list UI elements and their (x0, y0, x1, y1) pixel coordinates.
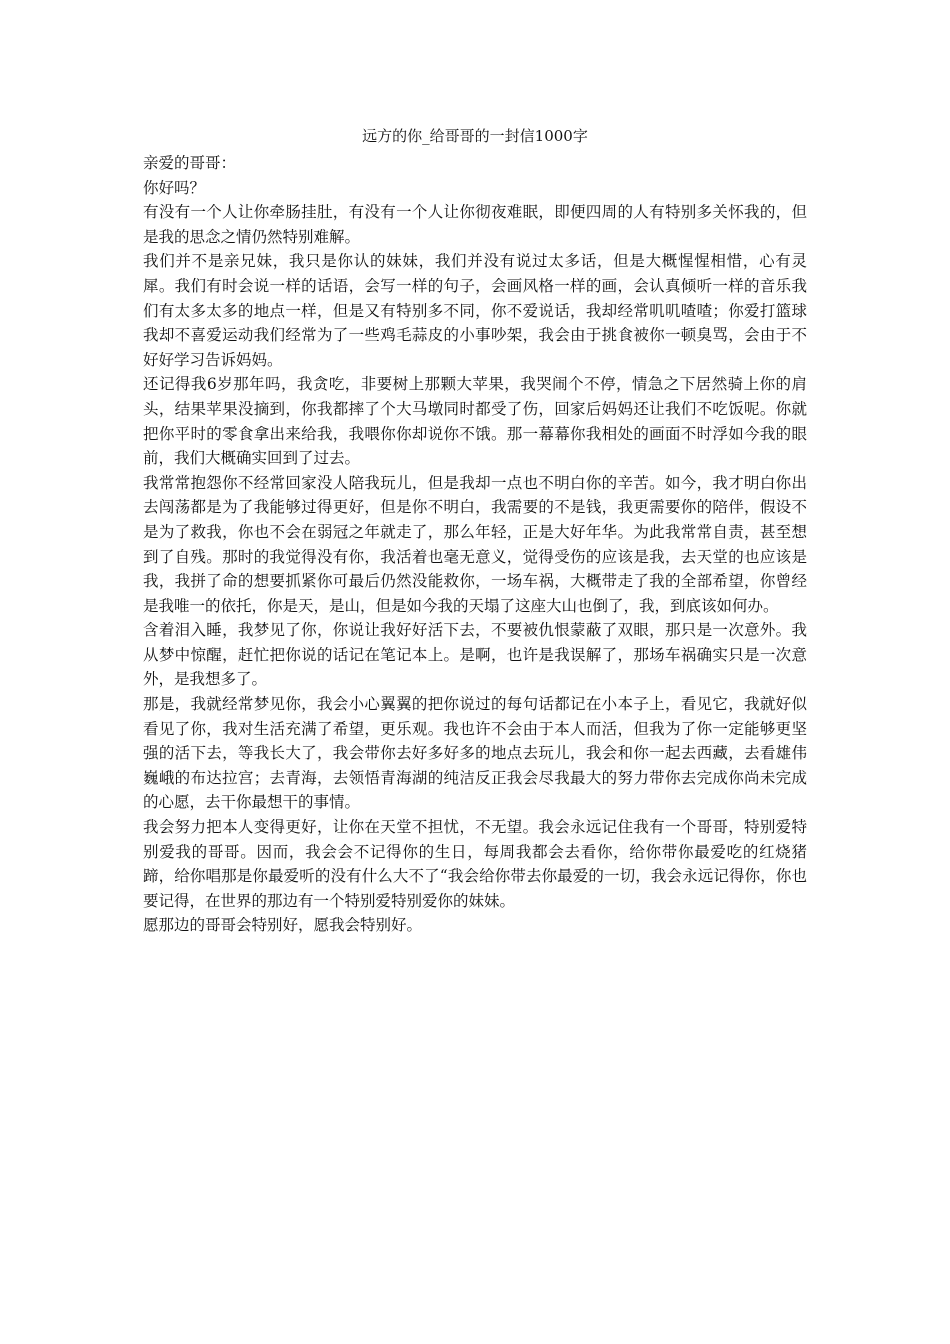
body-paragraph: 我会努力把本人变得更好，让你在天堂不担忧，不无望。我会永远记住我有一个哥哥，特别爱特别爱我的哥哥。因而，我会会不记得你的生日，每周我都会去看你，给你带你最爱吃的红烧猪蹄，给你唱那是你最爱听的没有什么大不了“我会给你带去你最爱的一切，我会永远记得你，你也要记得，在世界的那边有一个特别爱特别爱你的妹妹。 (143, 818, 807, 910)
body-paragraph: 那是，我就经常梦见你，我会小心翼翼的把你说过的每句话都记在小本子上，看见它，我就好似看见了你，我对生活充满了希望，更乐观。我也许不会由于本人而活，但我为了你一定能够更坚强的活下去，等我长大了，我会带你去好多好多的地点去玩儿，我会和你一起去西藏，去看雄伟巍峨的布达拉宫；去青海，去领悟青海湖的纯洁反正我会尽我最大的努力带你去完成你尚未完成的心愿，去干你最想干的事情。 (143, 695, 807, 812)
closing-line: 愿那边的哥哥会特别好，愿我会特别好。 (143, 916, 423, 935)
body-paragraph: 我常常抱怨你不经常回家没人陪我玩儿，但是我却一点也不明白你的辛苦。如今，我才明白你出去闯荡都是为了我能够过得更好，但是你不明白，我需要的不是钱，我更需要你的陪伴，假设不是为了救我，你也不会在弱冠之年就走了，那么年轻，正是大好年华。为此我常常自责，甚至想到了自残。那时的我觉得没有你，我活着也毫无意义，觉得受伤的应该是我，去天堂的也应该是我，我拼了命的想要抓紧你可最后仍然没能救你，一场车祸，大概带走了我的全部希望，你曾经是我唯一的依托，你是天，是山，但是如今我的天塌了这座大山也倒了，我，到底该如何办。 (143, 473, 807, 615)
salutation: 亲爱的哥哥： (143, 154, 237, 172)
greeting: 你好吗？ (143, 178, 206, 197)
body-paragraph: 我们并不是亲兄妹，我只是你认的妹妹，我们并没有说过太多话，但是大概惺惺相惜，心有灵犀。我们有时会说一样的话语，会写一样的句子，会画风格一样的画，会认真倾听一样的音乐我们有太多太多的地点一样，但是又有特别多不同，你不爱说话，我却经常叽叽喳喳；你爱打篮球我却不喜爱运动我们经常为了一些鸡毛蒜皮的小事吵架，我会由于挑食被你一顿臭骂，会由于不好好学习告诉妈妈。 (143, 252, 807, 369)
body-paragraph: 还记得我6岁那年吗，我贪吃，非要树上那颗大苹果，我哭闹个不停，情急之下居然骑上你的肩头，结果苹果没摘到，你我都摔了个大马墩同时都受了伤，回家后妈妈还让我们不吃饭呢。你就把你平时的零食拿出来给我，我喂你你却说你不饿。那一幕幕你我相处的画面不时浮如今我的眼前，我们大概确实回到了过去。 (143, 375, 807, 468)
document-title: 远方的你_给哥哥的一封信1000字 (362, 127, 588, 145)
body-paragraph: 有没有一个人让你牵肠挂肚，有没有一个人让你彻夜难眠，即便四周的人有特别多关怀我的，但是我的思念之情仍然特别难解。 (143, 203, 807, 246)
body-paragraph: 含着泪入睡，我梦见了你，你说让我好好活下去，不要被仇恨蒙蔽了双眼，那只是一次意外。我从梦中惊醒，赶忙把你说的话记在笔记本上。是啊，也许是我误解了，那场车祸确实只是一次意外，是我想多了。 (143, 621, 807, 689)
letter-page (143, 124, 807, 938)
